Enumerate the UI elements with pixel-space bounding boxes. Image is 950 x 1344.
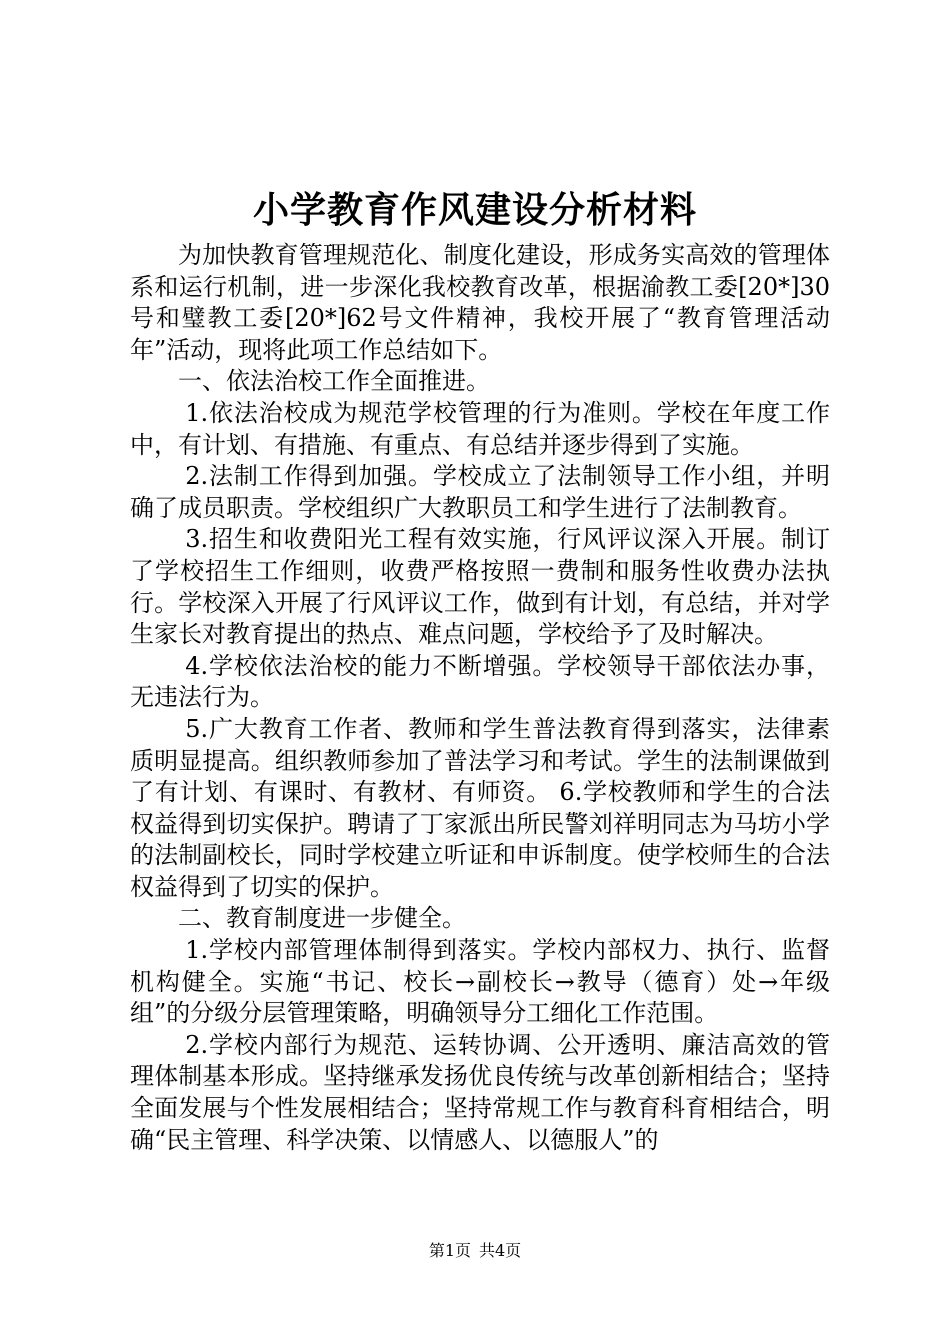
paragraph-1-3: 3.招生和收费阳光工程有效实施，行风评议深入开展。制订了学校招生工作细则，收费严格按照一费制和服务性收费办法执行。学校深入开展了行风评议工作，做到有计划，有总结，并对学生家长对教育提出的热点、难点问题，学校给予了及时解决。 [130, 525, 830, 649]
paragraph-1-2: 2.法制工作得到加强。学校成立了法制领导工作小组，并明确了成员职责。学校组织广大教职员工和学生进行了法制教育。 [130, 462, 830, 522]
paragraph-1-4: 4.学校依法治校的能力不断增强。学校领导干部依法办事，无违法行为。 [130, 651, 830, 712]
page-number: 第1页 [428, 1241, 471, 1260]
paragraph-intro: 为加快教育管理规范化、制度化建设，形成务实高效的管理体系和运行机制，进一步深化我校教育改革，根据渝教工委[20*]30号和璧教工委[20*]62号文件精神，我校开展了“教育管理活动年”活动，现将此项工作总结如下。 [130, 241, 830, 364]
paragraph-2-1: 1.学校内部管理体制得到落实。学校内部权力、执行、监督机构健全。实施“书记、校长→副校长→教导（德育）处→年级组”的分级分层管理策略，明确领导分工细化工作范围。 [130, 936, 830, 1028]
page-title: 小学教育作风建设分析材料 [252, 189, 697, 231]
document-body [130, 240, 830, 1156]
page-footer [0, 1240, 950, 1262]
paragraph-2-2: 2.学校内部行为规范、运转协调、公开透明、廉洁高效的管理体制基本形成。坚持继承发扬优良传统与改革创新相结合；坚持全面发展与个性发展相结合；坚持常规工作与教育科育相结合，明确“民主管理、科学决策、以情感人、以德服人”的 [130, 1030, 830, 1154]
paragraph-1-5: 5.广大教育工作者、教师和学生普法教育得到落实，法律素质明显提高。组织教师参加了普法学习和考试。学生的法制课做到了有计划、有课时、有教材、有师资。 6.学校教师和学生的合法权益得到切实保护。聘请了丁家派出所民警刘祥明同志为马坊小学的法制副校长，同时学校建立听证和申诉制度。使学校师生的合法权益得到了切实的保护。 [130, 714, 830, 901]
section-heading-1: 一、依法治校工作全面推进。 [178, 367, 490, 396]
section-heading-2: 二、教育制度进一步健全。 [178, 904, 466, 933]
page-total: 共4页 [479, 1241, 522, 1260]
paragraph-1-1: 1.依法治校成为规范学校管理的行为准则。学校在年度工作中，有计划、有措施、有重点、有总结并逐步得到了实施。 [130, 398, 830, 459]
